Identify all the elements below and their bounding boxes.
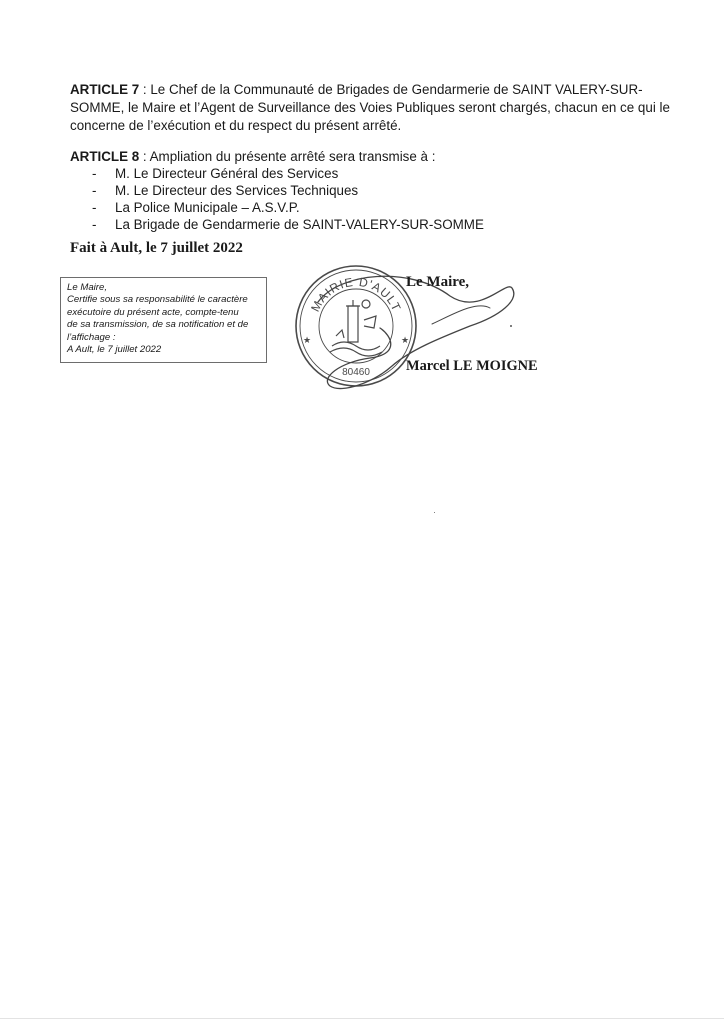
star-icon: ★ bbox=[303, 335, 312, 345]
recipient-label: M. Le Directeur Général des Services bbox=[115, 166, 339, 181]
dash-bullet-icon: - bbox=[92, 166, 97, 181]
certification-line: Le Maire, bbox=[67, 282, 107, 293]
certification-line: l’affichage : bbox=[67, 331, 116, 343]
article-8-label: ARTICLE 8 bbox=[70, 149, 140, 164]
article-8-text: : Ampliation du présente arrêté sera transmise à : bbox=[139, 149, 436, 164]
list-item bbox=[92, 182, 484, 199]
recipient-label: M. Le Directeur des Services Techniques bbox=[115, 183, 359, 198]
certification-line: A Ault, le 7 juillet 2022 bbox=[67, 344, 162, 356]
certification-box bbox=[60, 277, 267, 363]
scan-speck bbox=[434, 512, 435, 513]
recipient-label: La Brigade de Gendarmerie de SAINT-VALERY-SUR-SOMME bbox=[115, 217, 484, 232]
article-7-label: ARTICLE 7 bbox=[70, 82, 140, 97]
seal-bottom-text: 80460 bbox=[342, 367, 370, 378]
article-8 bbox=[70, 148, 670, 166]
scan-speck bbox=[510, 325, 512, 327]
certification-line: exécutoire du présent acte, compte-tenu bbox=[67, 306, 239, 318]
page-bottom-edge bbox=[0, 1018, 724, 1019]
list-item bbox=[92, 165, 484, 182]
signer-title: Le Maire, bbox=[406, 274, 470, 290]
dash-bullet-icon: - bbox=[92, 183, 97, 198]
article-7 bbox=[70, 81, 670, 135]
star-icon: ★ bbox=[401, 335, 410, 345]
recipient-list bbox=[92, 165, 484, 233]
list-item bbox=[92, 216, 484, 233]
dash-bullet-icon: - bbox=[92, 200, 97, 215]
signer-name: Marcel LE MOIGNE bbox=[406, 358, 538, 374]
article-7-text: : Le Chef de la Communauté de Brigades de Gendarmerie de SAINT VALERY-SUR-SOMME, le Maire et l’Agent de Surveillance des Voies Publiques seront chargés, chacun en ce qui le concerne de l’exécution et du respect du présent arrêté. bbox=[70, 82, 670, 133]
place-and-date: Fait à Ault, le 7 juillet 2022 bbox=[70, 240, 243, 256]
seal-top-text: MAIRIE D'AULT bbox=[308, 274, 404, 315]
dash-bullet-icon: - bbox=[92, 217, 97, 232]
certification-line: Certifie sous sa responsabilité le caractère bbox=[67, 294, 248, 306]
recipient-label: La Police Municipale – A.S.V.P. bbox=[115, 200, 300, 215]
certification-line: de sa transmission, de sa notification et de bbox=[67, 319, 249, 331]
list-item bbox=[92, 199, 484, 216]
